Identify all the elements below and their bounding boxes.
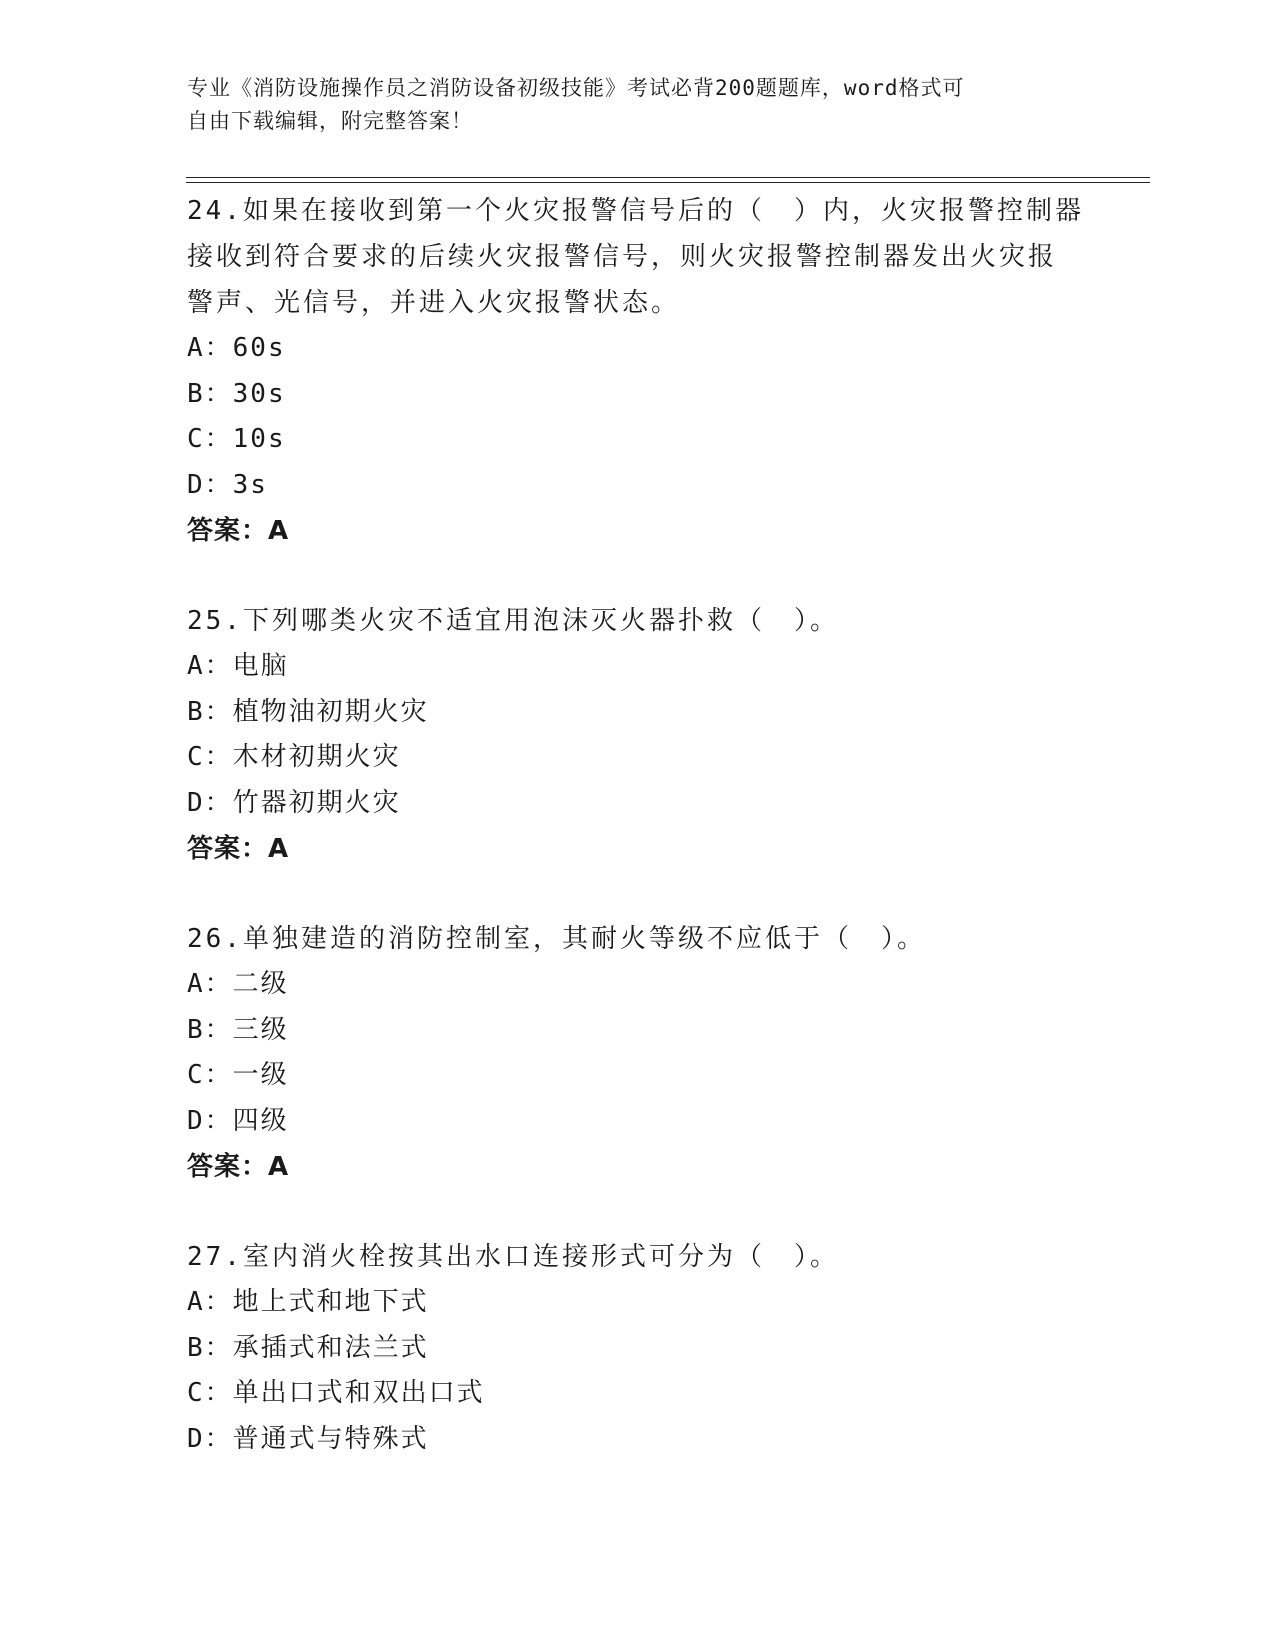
header-divider-top (186, 177, 1150, 178)
question-stem-line: 27.室内消火栓按其出水口连接形式可分为（ ）。 (187, 1242, 839, 1272)
option-b: B：植物油初期火灾 (187, 696, 429, 727)
option-b: B：承插式和法兰式 (187, 1332, 429, 1363)
option-b: B：30s (187, 378, 286, 409)
answer-label: 答案：A (187, 834, 290, 864)
option-d: D：四级 (187, 1105, 289, 1136)
document-header (187, 72, 1067, 138)
answer-label: 答案：A (187, 516, 290, 546)
option-a: A：地上式和地下式 (187, 1287, 429, 1317)
question-stem-line: 24.如果在接收到第一个火灾报警信号后的（ ）内，火灾报警控制器 (187, 196, 1084, 226)
question-25 (187, 598, 1087, 872)
option-d: D：3s (187, 469, 268, 500)
question-list (187, 188, 1087, 1506)
option-a: A：二级 (187, 969, 289, 999)
option-c: C：10s (187, 424, 286, 454)
question-27 (187, 1234, 1087, 1462)
answer-label: 答案：A (187, 1152, 290, 1182)
option-a: A：60s (187, 333, 286, 363)
option-b: B：三级 (187, 1014, 289, 1045)
question-stem-line: 接收到符合要求的后续火灾报警信号，则火灾报警控制器发出火灾报 (187, 242, 1058, 272)
question-stem-line: 25.下列哪类火灾不适宜用泡沫灭火器扑救（ ）。 (187, 606, 839, 636)
question-24 (187, 188, 1087, 554)
option-a: A：电脑 (187, 651, 289, 681)
question-stem-line: 26.单独建造的消防控制室，其耐火等级不应低于（ ）。 (187, 924, 926, 954)
option-c: C：一级 (187, 1060, 289, 1090)
question-26 (187, 916, 1087, 1190)
header-line-2: 自由下载编辑，附完整答案！ (187, 109, 473, 133)
option-d: D：普通式与特殊式 (187, 1423, 429, 1454)
question-stem-line: 警声、光信号，并进入火灾报警状态。 (187, 288, 681, 318)
header-divider-bottom (186, 182, 1150, 183)
option-d: D：竹器初期火灾 (187, 787, 401, 818)
header-line-1: 专业《消防设施操作员之消防设备初级技能》考试必背200题题库，word格式可 (187, 76, 965, 100)
option-c: C：木材初期火灾 (187, 742, 401, 772)
option-c: C：单出口式和双出口式 (187, 1378, 485, 1408)
